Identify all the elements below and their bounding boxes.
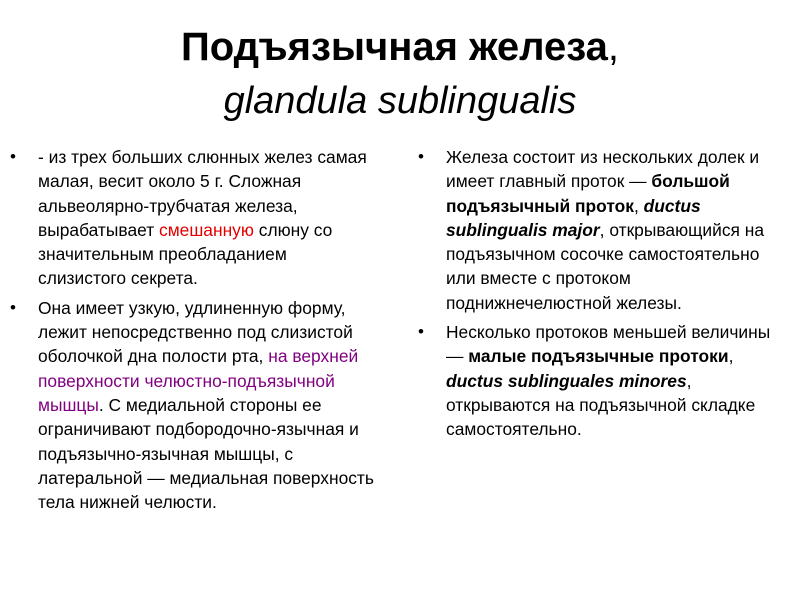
bullet-minor-ducts: • Несколько протоков меньшей величины — малые подъязычные протоки, ductus sublinguales minores, открываются на подъязычной складке самостоятельно. <box>418 322 771 440</box>
latin-minor-ducts: ductus sublinguales minores <box>446 370 687 391</box>
bullet-size-description: • - из трех больших слюнных желез самая малая, весит около 5 г. Сложная альвеолярно-трубчатая железа, вырабатывает смешанную слюну со значительным преобладанием слизистого секрета. <box>10 147 367 289</box>
title-latin: glandula sublingualis <box>223 80 577 122</box>
right-column <box>418 145 783 447</box>
latin-major-duct: ductus sublingualis major <box>446 195 701 240</box>
bullet-icon: • <box>418 322 424 342</box>
bullet-icon: • <box>10 297 16 317</box>
term-minor-ducts: малые подъязычные протоки <box>468 346 729 367</box>
bullet-icon: • <box>418 147 424 166</box>
bullet-icon: • <box>10 147 16 166</box>
muscle-link[interactable]: на верхней поверхности челюстно-подъязычной мышцы <box>38 346 359 415</box>
title-russian: Подъязычная железа, <box>180 25 620 69</box>
slide-title <box>0 18 800 130</box>
bullet-main-duct: • Железа состоит из нескольких долек и имеет главный проток — большой подъязычный проток, ductus sublingualis major, открывающийся на подъязычном сосочке самостоятельно или вместе с протоком поднижнечелюстной железы. <box>418 147 765 313</box>
highlight-mixed: смешанную <box>159 219 254 240</box>
left-column <box>10 145 375 519</box>
term-major-duct: большой подъязычный проток <box>446 171 730 216</box>
bullet-shape-location: • Она имеет узкую, удлиненную форму, лежит непосредственно под слизистой оболочкой дна полости рта, на верхней поверхности челюстно-подъязычной мышцы. С медиальной стороны ее ограничивают подбородочно-язычная и подъязычно-язычная мышцы, с латеральной — медиальная поверхность тела нижней челюсти. <box>10 297 374 513</box>
